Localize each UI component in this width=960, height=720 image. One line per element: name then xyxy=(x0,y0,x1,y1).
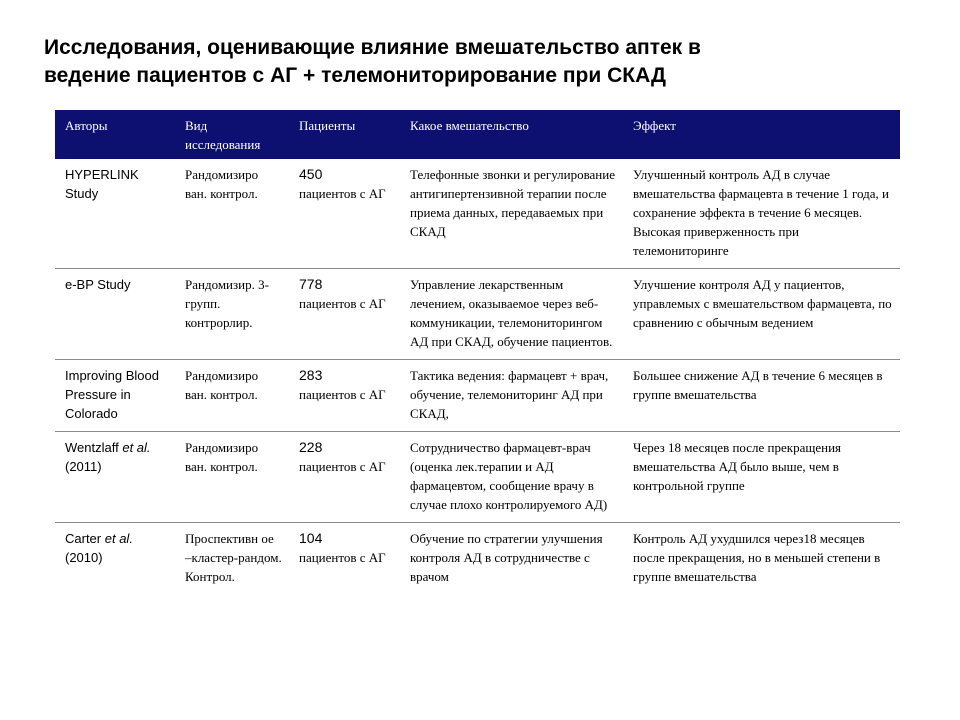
cell-intervention: Телефонные звонки и регулирование антигипертензивной терапии после приема данных, передаваемых при СКАД xyxy=(400,159,623,269)
header-patients: Пациенты xyxy=(289,110,400,159)
cell-intervention: Тактика ведения: фармацевт + врач, обучение, телемониторинг АД при СКАД, xyxy=(400,360,623,432)
patients-count: 450 xyxy=(299,166,323,182)
cell-authors: e-BP Study xyxy=(55,269,175,360)
slide-title xyxy=(44,34,904,90)
cell-authors: HYPERLINK Study xyxy=(55,159,175,269)
cell-effect: Улучшенный контроль АД в случае вмешательства фармацевта в течение 1 года, и сохранение эффекта в течение 6 месяцев. Высокая приверженность при телемониторинге xyxy=(623,159,900,269)
cell-patients xyxy=(289,360,400,432)
patients-count: 778 xyxy=(299,276,323,292)
patients-label: пациентов с АГ xyxy=(299,186,386,201)
author-et-al: et al. xyxy=(104,531,133,546)
slide-title-line-1: Исследования, оценивающие влияние вмешательство аптек в xyxy=(44,36,701,59)
cell-patients xyxy=(289,269,400,360)
cell-study-type: Проспективн ое –кластер-рандом. Контрол. xyxy=(185,531,282,584)
patients-label: пациентов с АГ xyxy=(299,550,386,565)
cell-effect: Улучшение контроля АД у пациентов, управлемых с вмешательством фармацевта, по сравнению с обычным ведением xyxy=(623,269,900,360)
cell-patients xyxy=(289,159,400,269)
author-year: (2011) xyxy=(65,459,102,474)
header-study-type: Вид исследования xyxy=(175,110,289,159)
table-row xyxy=(55,360,900,432)
table-row xyxy=(55,523,900,595)
patients-label: пациентов с АГ xyxy=(299,387,386,402)
patients-count: 283 xyxy=(299,367,323,383)
author-name: Wentzlaff xyxy=(65,440,119,455)
header-authors: Авторы xyxy=(55,110,175,159)
cell-authors xyxy=(55,432,175,523)
header-intervention: Какое вмешательство xyxy=(400,110,623,159)
author-name: Carter xyxy=(65,531,102,546)
cell-effect: Большее снижение АД в течение 6 месяцев в группе вмешательства xyxy=(623,360,900,432)
studies-table xyxy=(55,110,900,594)
header-effect: Эффект xyxy=(623,110,900,159)
cell-intervention: Управление лекарственным лечением, оказываемое через веб-коммуникации, телемониторингом АД при СКАД, обучение пациентов. xyxy=(400,269,623,360)
cell-study-type: Рандомизиро ван. контрол. xyxy=(175,432,289,523)
cell-study-type: Рандомизир. 3-групп. контрорлир. xyxy=(175,269,289,360)
table-row xyxy=(55,432,900,523)
patients-label: пациентов с АГ xyxy=(299,459,386,474)
cell-effect: Контроль АД ухудшился через18 месяцев после прекращения, но в меньшей степени в группе вмешательства xyxy=(633,531,881,584)
table-header xyxy=(55,110,900,159)
cell-study-type: Рандомизиро ван. контрол. xyxy=(175,360,289,432)
cell-patients xyxy=(289,432,400,523)
patients-count: 228 xyxy=(299,439,323,455)
author-et-al: et al. xyxy=(122,440,151,455)
cell-authors xyxy=(55,523,175,595)
cell-effect: Через 18 месяцев после прекращения вмешательства АД было выше, чем в контрольной группе xyxy=(623,432,900,523)
cell-study-type: Рандомизиро ван. контрол. xyxy=(175,159,289,269)
cell-intervention: Обучение по стратегии улучшения контроля АД в сотрудничестве с врачом xyxy=(410,531,603,584)
table-row xyxy=(55,159,900,269)
cell-patients xyxy=(289,523,400,595)
patients-label: пациентов с АГ xyxy=(299,296,386,311)
cell-authors: Improving Blood Pressure in Colorado xyxy=(55,360,175,432)
patients-count: 104 xyxy=(299,530,323,546)
header-row xyxy=(55,110,900,159)
cell-intervention: Сотрудничество фармацевт-врач (оценка лек.терапии и АД фармацевтом, сообщение врачу в случае плохо контролируемого АД) xyxy=(400,432,623,523)
table-row xyxy=(55,269,900,360)
author-year: (2010) xyxy=(65,550,103,565)
slide-title-line-2: ведение пациентов с АГ + телемониторирование при СКАД xyxy=(44,64,666,87)
